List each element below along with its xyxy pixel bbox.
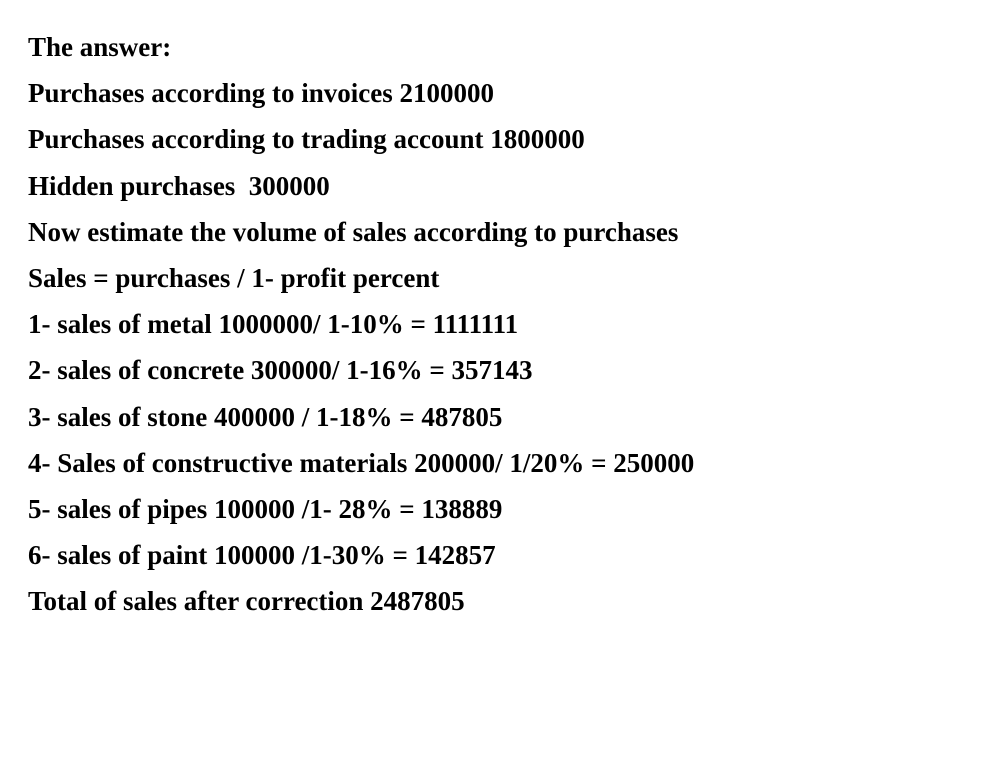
- sales-concrete-line: 2- sales of concrete 300000/ 1-16% = 357143: [28, 355, 533, 386]
- purchases-invoices-line: Purchases according to invoices 2100000: [28, 78, 494, 109]
- sales-stone-line: 3- sales of stone 400000 / 1-18% = 487805: [28, 401, 503, 432]
- purchases-trading-account-line: Purchases according to trading account 1800000: [28, 124, 585, 155]
- sales-metal-line: 1- sales of metal 1000000/ 1-10% = 1111111: [28, 309, 519, 340]
- hidden-purchases-line: Hidden purchases 300000: [28, 170, 330, 201]
- sales-paint-line: 6- sales of paint 100000 /1-30% = 142857: [28, 540, 496, 571]
- sales-formula-line: Sales = purchases / 1- profit percent: [28, 263, 440, 294]
- document-body: [28, 24, 988, 625]
- sales-constructive-materials-line: 4- Sales of constructive materials 200000/ 1/20% = 250000: [28, 447, 695, 478]
- sales-pipes-line: 5- sales of pipes 100000 /1- 28% = 138889: [28, 494, 503, 525]
- answer-heading: The answer:: [28, 32, 172, 62]
- estimate-sales-line: Now estimate the volume of sales according to purchases: [28, 216, 679, 247]
- total-sales-line: Total of sales after correction 2487805: [28, 586, 465, 617]
